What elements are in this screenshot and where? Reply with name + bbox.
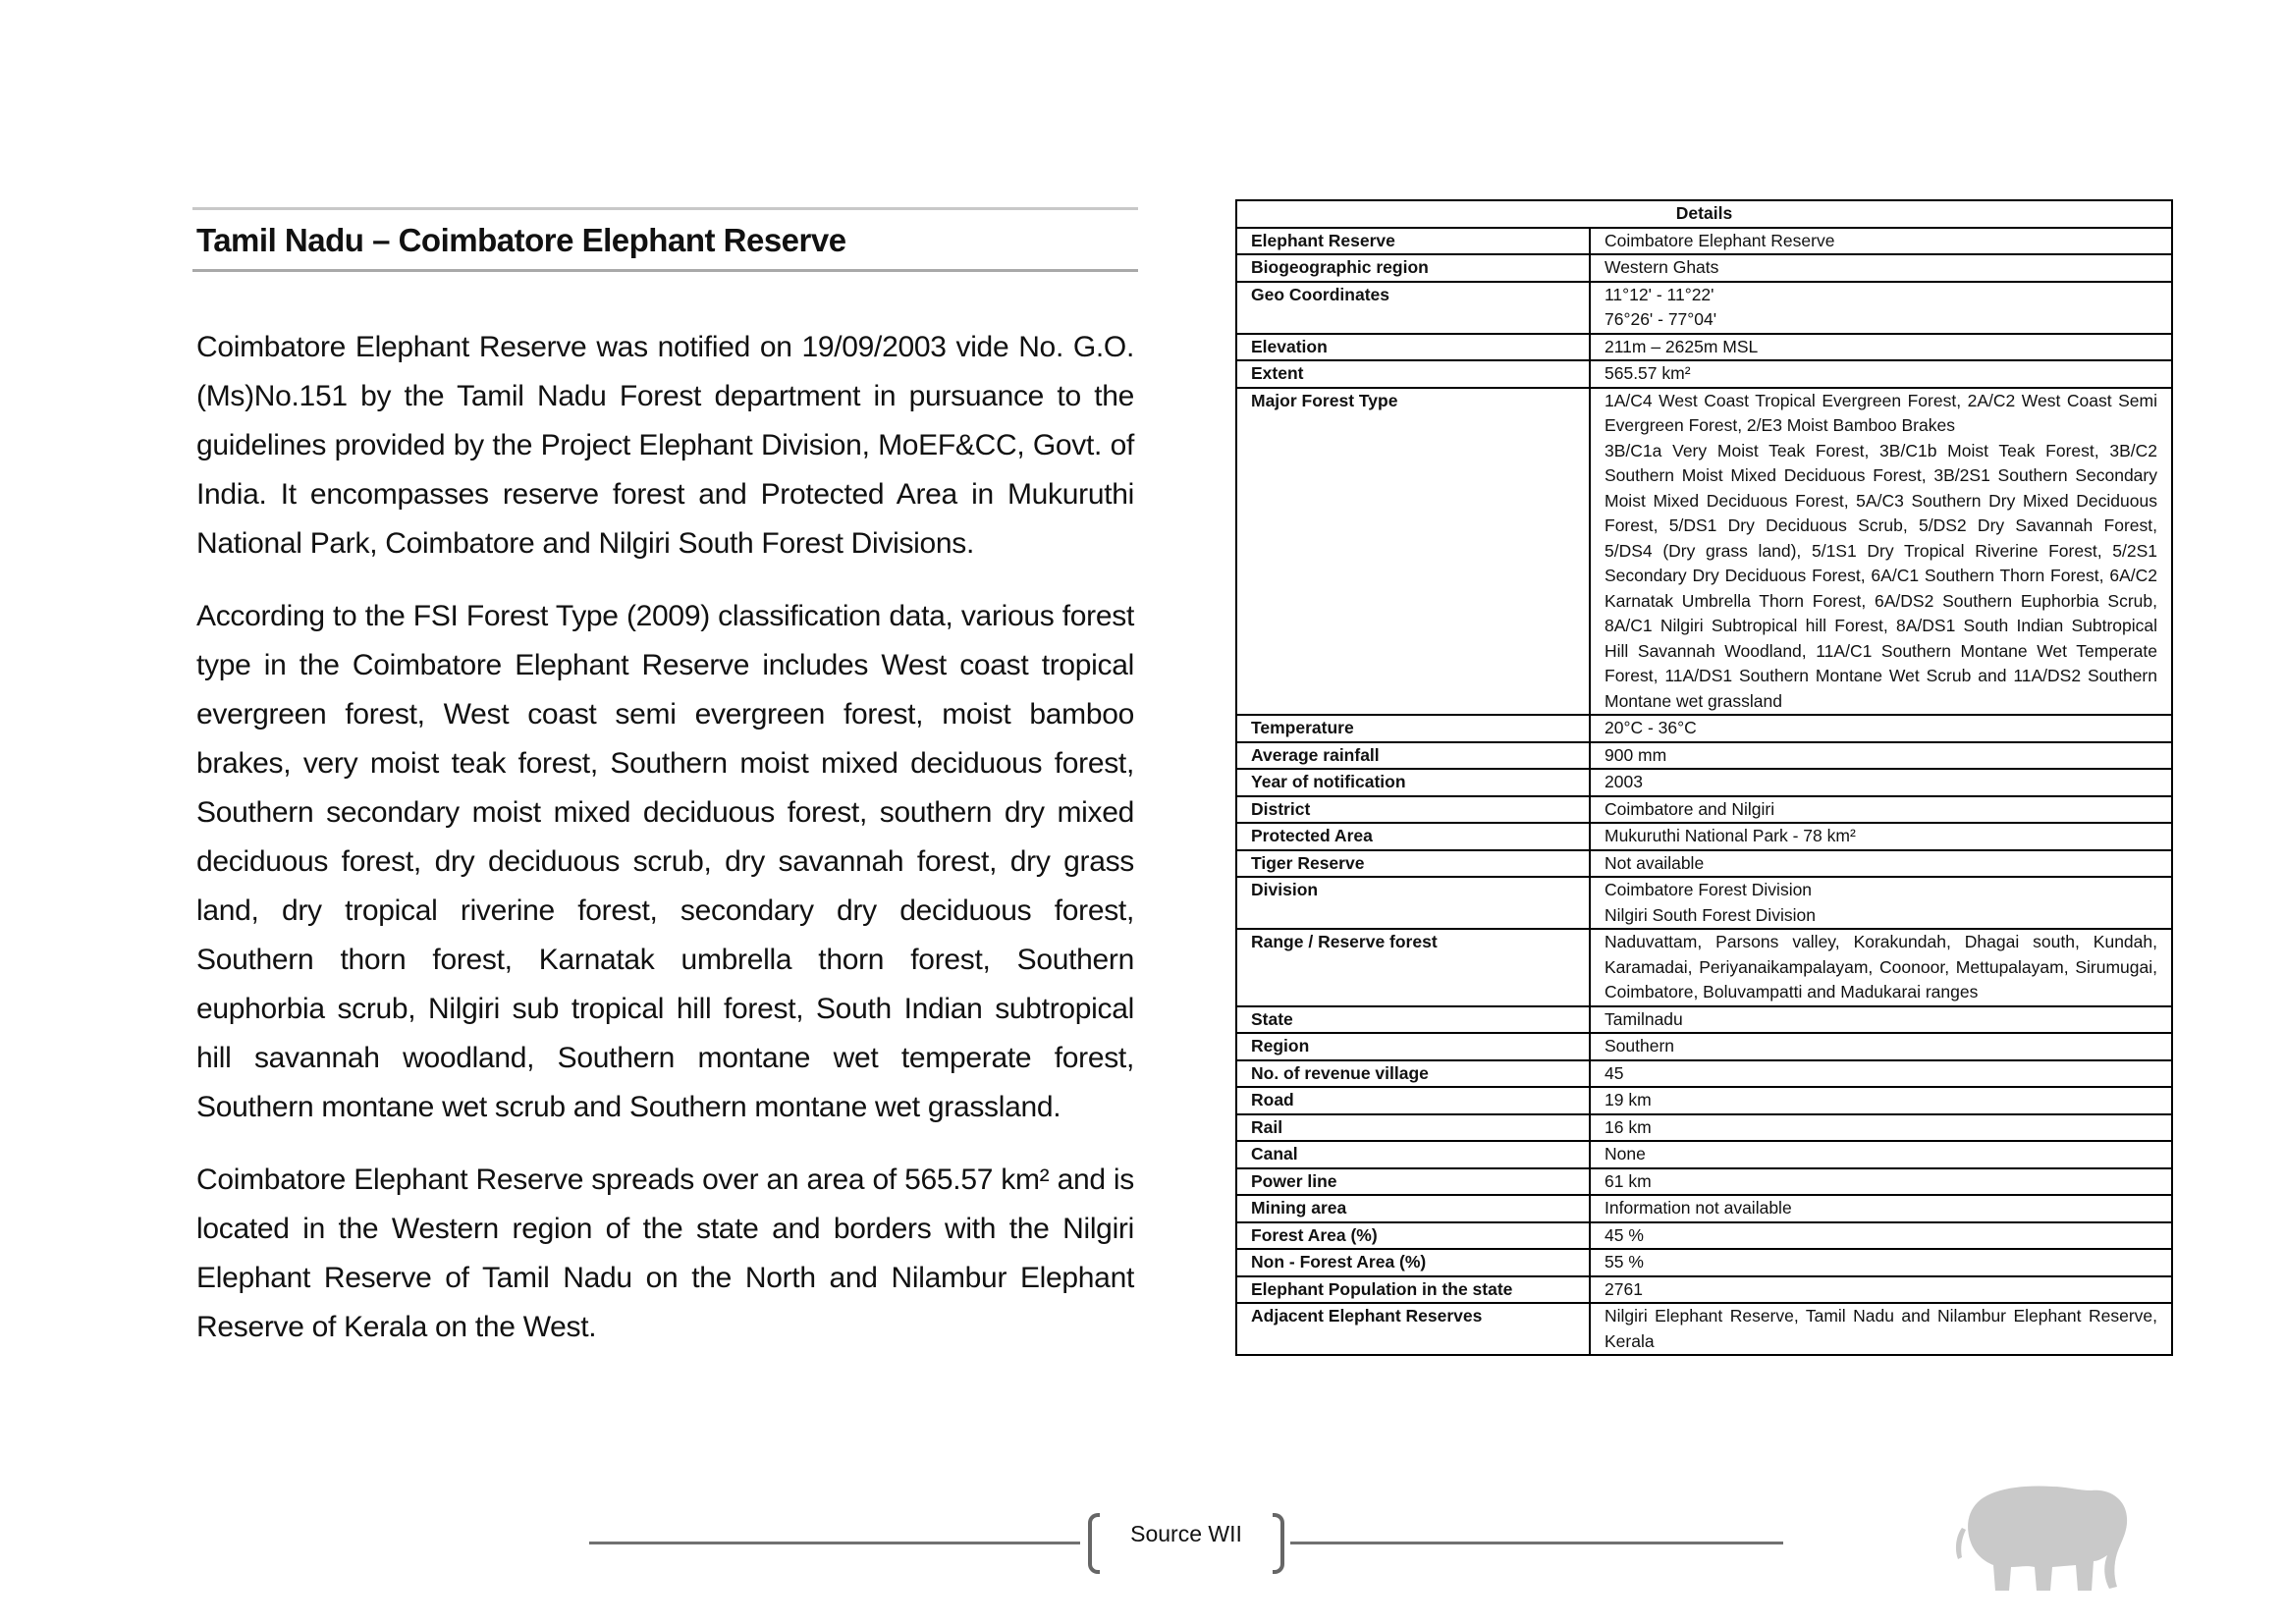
details-value [1590, 282, 2172, 334]
details-value [1590, 334, 2172, 361]
details-value-line: Coimbatore and Nilgiri [1605, 798, 1775, 819]
details-value [1590, 228, 2172, 255]
details-value [1590, 850, 2172, 878]
details-value-line: Nilgiri Elephant Reserve, Tamil Nadu and Nilambur Elephant Reserve, Kerala [1605, 1306, 2157, 1351]
details-value-line: 565.57 km² [1605, 363, 1691, 383]
footer-bracket-left [1088, 1513, 1100, 1574]
title-rule-bottom [192, 269, 1138, 272]
details-key: Region [1236, 1033, 1590, 1060]
details-key: Elevation [1236, 334, 1590, 361]
details-row [1236, 1222, 2172, 1250]
details-value-line: Nilgiri South Forest Division [1605, 904, 1816, 925]
details-key: Elephant Population in the state [1236, 1276, 1590, 1304]
details-value [1590, 1006, 2172, 1034]
details-key: Range / Reserve forest [1236, 929, 1590, 1006]
details-key: State [1236, 1006, 1590, 1034]
details-value-line: 2003 [1605, 772, 1643, 791]
details-value [1590, 1114, 2172, 1142]
footer-rule-left [589, 1542, 1080, 1544]
details-value-line: 211m – 2625m MSL [1605, 336, 1759, 356]
details-value [1590, 1276, 2172, 1304]
details-value-line: Coimbatore Elephant Reserve [1605, 230, 1835, 250]
details-row [1236, 1249, 2172, 1276]
details-value-line: 2761 [1605, 1278, 1643, 1299]
details-key: Division [1236, 877, 1590, 929]
details-key: Forest Area (%) [1236, 1222, 1590, 1250]
details-value [1590, 1222, 2172, 1250]
content-column [192, 207, 1138, 1376]
details-row [1236, 1087, 2172, 1114]
details-key: Mining area [1236, 1195, 1590, 1222]
details-key: Major Forest Type [1236, 388, 1590, 716]
details-value [1590, 360, 2172, 388]
details-row [1236, 1276, 2172, 1304]
details-key: Protected Area [1236, 823, 1590, 850]
details-key: Temperature [1236, 715, 1590, 742]
details-row [1236, 1033, 2172, 1060]
details-key: Power line [1236, 1168, 1590, 1196]
details-key: Extent [1236, 360, 1590, 388]
details-row [1236, 1141, 2172, 1168]
details-key: Year of notification [1236, 769, 1590, 796]
details-row [1236, 334, 2172, 361]
details-value [1590, 1033, 2172, 1060]
details-row [1236, 796, 2172, 824]
details-value-line: Information not available [1605, 1198, 1792, 1218]
details-body [1236, 228, 2172, 1356]
details-row [1236, 823, 2172, 850]
paragraph-notification: Coimbatore Elephant Reserve was notified on 19/09/2003 vide No. G.O.(Ms)No.151 by the Tamil Nadu Forest department in pursuance to the guidelines provided by the Project Elephant Division, MoEF&CC, Govt. of India. It encompasses reserve forest and Protected Area in Mukuruthi National Park, Coimbatore and Nilgiri South Forest Divisions. [196, 331, 1134, 560]
details-row [1236, 877, 2172, 929]
details-value-line: 55 % [1605, 1252, 1644, 1272]
paragraph-area: Coimbatore Elephant Reserve spreads over an area of 565.57 km² and is located in the Western region of the state and borders with the Nilgiri Elephant Reserve of Tamil Nadu on the North and Nilambur Elephant Reserve of Kerala on the West. [196, 1164, 1134, 1343]
details-key: No. of revenue village [1236, 1060, 1590, 1088]
details-value-line: 45 [1605, 1062, 1624, 1083]
details-value [1590, 769, 2172, 796]
details-value-line: Southern [1605, 1036, 1675, 1056]
details-value [1590, 388, 2172, 716]
details-value-line: Coimbatore Forest Division [1605, 880, 1813, 899]
details-value [1590, 1168, 2172, 1196]
details-key: Road [1236, 1087, 1590, 1114]
details-row [1236, 1006, 2172, 1034]
details-row [1236, 742, 2172, 770]
details-value [1590, 1303, 2172, 1355]
footer-bracket-right [1273, 1513, 1284, 1574]
body-text [192, 323, 1138, 1352]
details-value-line: Tamilnadu [1605, 1008, 1683, 1029]
details-key: Elephant Reserve [1236, 228, 1590, 255]
details-row [1236, 388, 2172, 716]
details-row [1236, 715, 2172, 742]
details-key: Tiger Reserve [1236, 850, 1590, 878]
details-row [1236, 769, 2172, 796]
details-key: Non - Forest Area (%) [1236, 1249, 1590, 1276]
details-value-line: Naduvattam, Parsons valley, Korakundah, Dhagai south, Kundah, Karamadai, Periyanaikampalayam, Coonoor, Mettupalayam, Sirumugai, Coimbatore, Boluvampatti and Madukarai ranges [1605, 932, 2157, 1001]
details-row [1236, 228, 2172, 255]
details-value [1590, 877, 2172, 929]
details-key: Rail [1236, 1114, 1590, 1142]
details-value-line: 19 km [1605, 1090, 1652, 1110]
details-value [1590, 1249, 2172, 1276]
details-value-line: 900 mm [1605, 744, 1667, 765]
details-value [1590, 1141, 2172, 1168]
details-value [1590, 1087, 2172, 1114]
details-key: Adjacent Elephant Reserves [1236, 1303, 1590, 1355]
details-value-line: 20°C - 36°C [1605, 718, 1697, 737]
details-value-line: 61 km [1605, 1170, 1652, 1191]
details-value-line: Not available [1605, 852, 1705, 873]
details-value-line: 45 % [1605, 1224, 1644, 1245]
details-value [1590, 715, 2172, 742]
details-value-line: 16 km [1605, 1116, 1652, 1137]
details-value [1590, 823, 2172, 850]
details-row [1236, 1303, 2172, 1355]
paragraph-forest-types: According to the FSI Forest Type (2009) classification data, various forest type in the Coimbatore Elephant Reserve includes West coast tropical evergreen forest, West coast semi evergreen forest, moist bamboo brakes, very moist teak forest, Southern moist mixed deciduous forest, Southern secondary moist mixed deciduous forest, southern dry mixed deciduous forest, dry deciduous scrub, dry savannah forest, dry grass land, dry tropical riverine forest, secondary dry deciduous forest, Southern thorn forest, Karnatak umbrella thorn forest, Southern euphorbia scrub, Nilgiri sub tropical hill forest, South Indian subtropical hill savannah woodland, Southern montane wet temperate forest, Southern montane wet scrub and Southern montane wet grassland. [196, 600, 1134, 1123]
details-key: Canal [1236, 1141, 1590, 1168]
details-table [1235, 199, 2173, 1356]
details-row [1236, 360, 2172, 388]
details-value [1590, 742, 2172, 770]
details-row [1236, 254, 2172, 282]
details-value-line: Western Ghats [1605, 257, 1719, 277]
details-value-line: None [1605, 1144, 1646, 1164]
details-key: Average rainfall [1236, 742, 1590, 770]
details-value [1590, 796, 2172, 824]
details-row [1236, 1114, 2172, 1142]
footer [589, 1509, 1783, 1568]
details-value [1590, 1195, 2172, 1222]
details-key: Biogeographic region [1236, 254, 1590, 282]
details-header-row [1236, 200, 2172, 228]
details-value [1590, 929, 2172, 1006]
footer-rule-right [1290, 1542, 1783, 1544]
details-value [1590, 1060, 2172, 1088]
details-row [1236, 1168, 2172, 1196]
details-key: District [1236, 796, 1590, 824]
details-value-line: Mukuruthi National Park - 78 km² [1605, 826, 1856, 845]
details-value-line: 11°12' - 11°22' [1605, 284, 1714, 304]
details-value-line: 1A/C4 West Coast Tropical Evergreen Forest, 2A/C2 West Coast Semi Evergreen Forest, 2/E3 Moist Bamboo Brakes [1605, 390, 2157, 435]
details-header: Details [1236, 200, 2172, 228]
details-row [1236, 1195, 2172, 1222]
details-value [1590, 254, 2172, 282]
details-row [1236, 282, 2172, 334]
page-title: Tamil Nadu – Coimbatore Elephant Reserve [196, 222, 846, 258]
source-label: Source WII [1130, 1521, 1242, 1546]
details-value-line: 76°26' - 77°04' [1605, 309, 1717, 329]
details-row [1236, 929, 2172, 1006]
details-key: Geo Coordinates [1236, 282, 1590, 334]
details-value-line: 3B/C1a Very Moist Teak Forest, 3B/C1b Moist Teak Forest, 3B/C2 Southern Moist Mixed Deciduous Forest, 3B/2S1 Southern Secondary Moist Mixed Deciduous Forest, 5A/C3 Southern Dry Mixed Deciduous Forest, 5/DS1 Dry Deciduous Scrub, 5/DS2 Dry Savannah Forest, 5/DS4 (Dry grass land), 5/1S1 Dry Tropical Riverine Forest, 5/2S1 Secondary Dry Deciduous Forest, 6A/C1 Southern Thorn Forest, 6A/C2 Karnatak Umbrella Thorn Forest, 6A/DS2 Southern Euphorbia Scrub, 8A/C1 Nilgiri Subtropical hill Forest, 8A/DS1 South Indian Subtropical Hill Savannah Woodland, 11A/C1 Southern Montane Wet Temperate Forest, 11A/DS1 Southern Montane Wet Scrub and 11A/DS2 Southern Montane wet grassland [1605, 440, 2157, 711]
elephant-icon [1944, 1471, 2131, 1598]
details-row [1236, 1060, 2172, 1088]
details-row [1236, 850, 2172, 878]
